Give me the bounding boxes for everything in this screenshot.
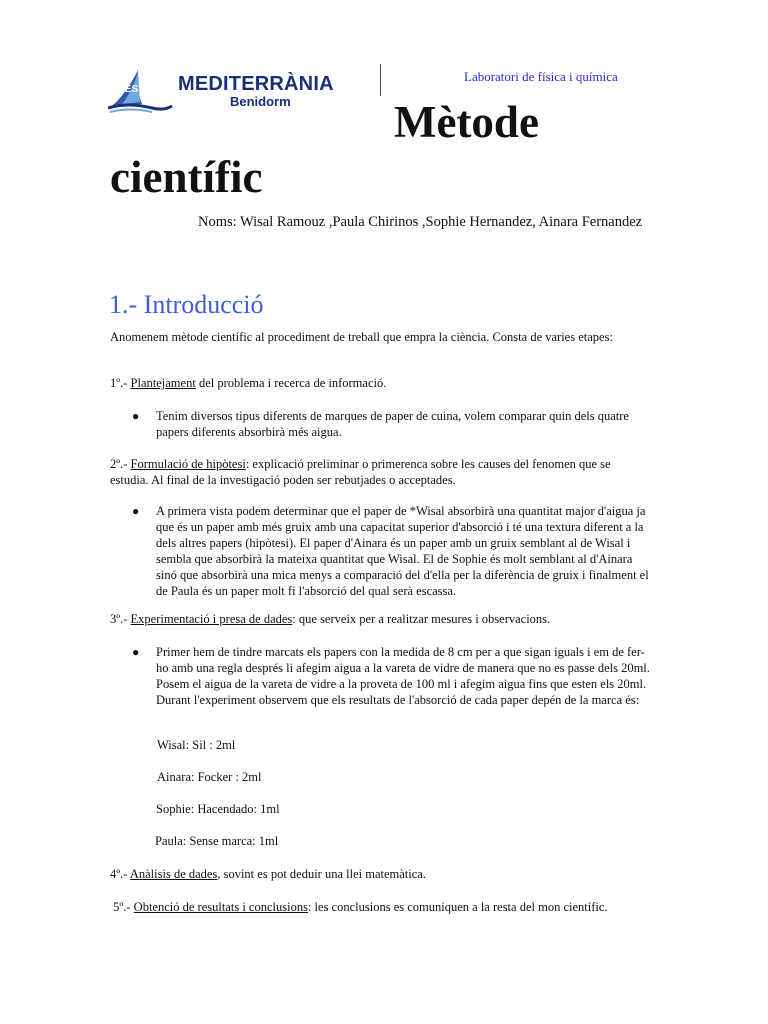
logo-city: Benidorm: [230, 94, 291, 109]
step-term: Anàlisis de dades: [129, 867, 218, 881]
intro-paragraph: Anomenem mètode científic al procediment de treball que empra la ciència. Consta de varies etapes:: [110, 330, 613, 344]
bullet-icon: ●: [132, 409, 140, 423]
bullet-icon: ●: [132, 645, 140, 659]
step-num: 4º.-: [110, 867, 130, 881]
lab-header: Laboratori de física i química: [464, 69, 618, 84]
step-text: , sovint es pot deduir una llei matemàtica.: [217, 867, 426, 881]
step-5: [110, 899, 670, 915]
step-num: 3º.-: [110, 612, 131, 626]
result-item: Sophie: Hacendado: 1ml: [156, 802, 280, 816]
section-heading: 1.- Introducció: [109, 290, 264, 319]
authors: Noms: Wisal Ramouz ,Paula Chirinos ,Sophie Hernandez, Ainara Fernandez: [198, 214, 643, 230]
result-item: Wisal: Sil : 2ml: [157, 738, 236, 752]
step-4: [110, 866, 670, 882]
title-line-2: científic: [110, 152, 263, 202]
header-divider: [380, 64, 381, 96]
school-logo: [108, 64, 388, 114]
step-term: Obtenció de resultats i conclusions: [133, 900, 308, 914]
step-num: 5º.-: [110, 900, 134, 914]
result-item: Paula: Sense marca: 1ml: [155, 834, 279, 848]
bullet-icon: ●: [132, 504, 140, 518]
step-num: 1º.-: [110, 376, 131, 390]
result-item: Ainara: Focker : 2ml: [157, 770, 262, 784]
title-line-1: Mètode: [394, 97, 539, 147]
step-term: Plantejament: [130, 376, 196, 390]
step-num: 2º.-: [110, 457, 131, 471]
step-1-bullet: Tenim diversos tipus diferents de marques de paper de cuina, volem comparar quin dels quatre papers diferents absorbirà més aigua.: [156, 409, 629, 439]
step-text: del problema i recerca de informació.: [195, 376, 387, 390]
logo-badge: IES: [122, 84, 139, 95]
step-text: : explicació preliminar o primerenca sobre les causes del fenomen que se estudia. Al final de la investigació poden ser rebutjades o acceptades.: [110, 457, 611, 487]
step-3-bullet: Primer hem de tindre marcats els papers con la medida de 8 cm per a que sigan iguals i em de fer-ho amb una regla després li afegim aigua a la vareta de vidre de manera que no es passe dels 20ml. Posem el aigua de la vareta de vidre a la proveta de 100 ml i afegim aigua fins que esten els 20ml. Durant l'experiment observem que els resultats de l'absorció de cada paper depén de la marca és:: [156, 645, 650, 707]
logo-name: MEDITERRÀNIA: [178, 73, 334, 95]
step-term: Formulació de hipòtesi: [130, 457, 246, 471]
step-2: [110, 456, 650, 488]
step-term: Experimentació i presa de dades: [130, 612, 293, 626]
step-text: : que serveix per a realitzar mesures i observacions.: [292, 612, 551, 626]
step-3: [110, 611, 670, 627]
step-2-bullet: A primera vista podem determinar que el paper de *Wisal absorbirà una quantitat major d'aigua ja que és un paper amb més gruix amb una capacitat superior d'absorció i té una textura diferent a la dels altres papers (hipòtesi). El paper d'Ainara és un paper amb un gruix semblant al de Wisal i sembla que absorbirà la mateixa quantitat que Wisal. El de Sophie és molt semblant al d'Ainara sinó que absorbirà una mica menys a comparació del d'ella per la diferència de gruix i finalment el de Paula és un paper molt fi l'absorció del qual serà escassa.: [156, 504, 649, 598]
step-1: [110, 375, 670, 391]
step-text: : les conclusions es comuniquen a la resta del mon científic.: [307, 900, 608, 914]
sailboat-logo-icon: [108, 64, 174, 114]
